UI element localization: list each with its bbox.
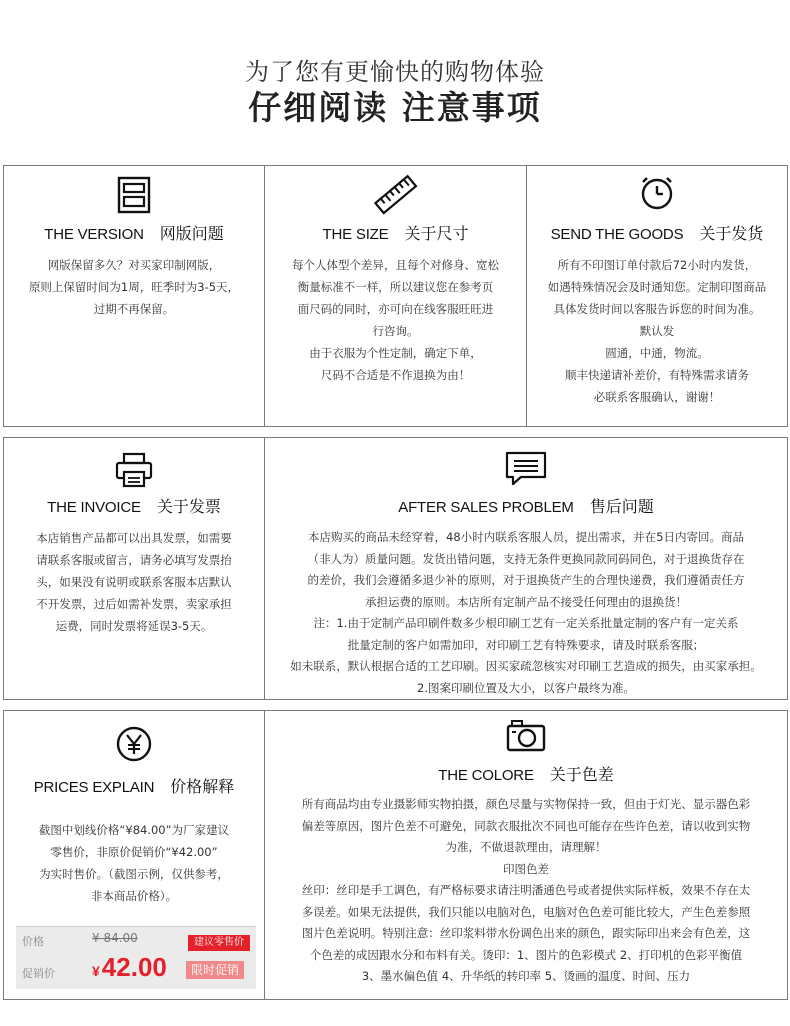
- text-line: （非人为）质量问题。发货出错问题，支持无条件更换同款同码同色，对于退换货存在: [307, 551, 745, 566]
- suggested-retail-badge: 建议零售价: [188, 935, 250, 951]
- panel-title: [527, 221, 787, 244]
- current-price-value: 42.00: [101, 952, 167, 982]
- text-line: 如遇特殊情况会及时通知您。定制印图商品: [547, 280, 767, 294]
- panel-invoice: [3, 437, 265, 700]
- clock-icon: [639, 175, 675, 211]
- text-line: 默认发: [639, 324, 675, 338]
- panel-title-en: SEND THE GOODS: [550, 226, 684, 243]
- yen-icon: [115, 725, 153, 763]
- panel-body: [265, 527, 787, 699]
- text-line: 头，如果没有说明或联系客服本店默认: [36, 575, 232, 589]
- panel-body: [265, 794, 787, 988]
- panel-title-cn: 售后问题: [589, 497, 654, 516]
- promo-price-label: 促销价: [22, 967, 55, 980]
- text-line: 原则上保留时间为1周，旺季时为3-5天，: [28, 280, 240, 294]
- text-line: 零售价，非原价促销价“¥42.00”: [50, 845, 218, 859]
- template-icon: [117, 176, 151, 214]
- panel-title-cn: 关于发票: [156, 497, 221, 516]
- text-line: 非本商品价格）。: [90, 889, 178, 903]
- panel-title: [265, 762, 787, 785]
- text-line: 个色差的成因跟水分和布料有关。烫印：1、图片的色彩模式 2、打印机的色彩平衡值: [309, 947, 743, 962]
- panel-body: [4, 254, 264, 320]
- text-line: 过期不再保留。: [93, 302, 175, 316]
- text-line: 圆通，中通，物流。: [605, 346, 709, 360]
- panel-body: [265, 254, 526, 386]
- panel-title: [265, 494, 787, 517]
- text-line: 印图色差: [503, 861, 549, 876]
- panel-title-cn: 关于色差: [549, 765, 614, 784]
- price-label: 价格: [22, 935, 44, 948]
- text-line: 截图中划线价格“¥84.00”为厂家建议: [38, 823, 230, 837]
- panel-title-cn: 价格解释: [170, 777, 235, 796]
- text-line: 每个人体型个差异，且每个对修身、宽松: [292, 258, 499, 272]
- panel-size: [264, 165, 527, 427]
- text-line: 具体发货时间以客服告诉您的时间为准。: [553, 302, 761, 316]
- text-line: 的差价，我们会遵循多退少补的原则，对于退换货产生的合理快递费，我们遵循责任方: [307, 573, 745, 587]
- text-line: 3、墨水偏色值 4、升华纸的转印率 5、烫画的温度、时间、压力: [361, 969, 691, 983]
- text-line: 网版保留多久？对买家印制网版，: [47, 258, 221, 272]
- panel-body: [4, 819, 264, 907]
- text-line: 多误差。如果无法提供，我们只能以电脑对色，电脑对色色差可能比较大，产生色差参照: [301, 904, 751, 919]
- text-line: 由于衣服为个性定制，确定下单，: [309, 346, 482, 360]
- text-line: 所有商品均由专业摄影师实物拍摄，颜色尽量与实物保持一致，但由于灯光、显示器色彩: [301, 797, 751, 811]
- text-line: 为实时售价。（截图示例，仅供参考，: [39, 867, 229, 881]
- panel-title: [4, 221, 264, 244]
- text-line: 面尺码的同时，亦可向在线客服旺旺进: [297, 302, 494, 316]
- text-line: 丝印：丝印是手工调色，有严格标要求请注明潘通色号或者提供实际样板，效果不存在太: [301, 883, 751, 897]
- panel-after-sales: [264, 437, 788, 700]
- limited-promo-badge: 限时促销: [186, 961, 244, 979]
- text-line: 不开发票，过后如需补发票，卖家承担: [36, 597, 232, 611]
- text-line: 图片色差说明。特别注意：丝印浆料带水份调色出来的颜色，跟实际印出来会有色差，这: [301, 926, 751, 940]
- header-subtitle: 为了您有更愉快的购物体验: [245, 58, 545, 86]
- text-line: 运费，同时发票将延误3-5天。: [55, 619, 213, 633]
- text-line: 为准，不做退款理由，请理解！: [445, 840, 607, 854]
- text-line: 注：1.由于定制产品印刷件数多少根印刷工艺有一定关系批量定制的客户有一定关系: [313, 616, 739, 630]
- text-line: 行咨询。: [372, 324, 419, 338]
- text-line: 请联系客服或留言，请务必填写发票抬: [36, 553, 232, 567]
- panel-title: [4, 494, 264, 517]
- panel-version: [3, 165, 265, 427]
- text-line: 衡量标准不一样，所以建议您在参考页: [297, 280, 494, 294]
- panel-title: [265, 221, 526, 244]
- panel-title-cn: 关于发货: [699, 224, 764, 243]
- panel-title-en: THE INVOICE: [47, 499, 141, 516]
- price-example-card: [16, 926, 256, 989]
- text-line: 所有不印图订单付款后72小时内发货，: [557, 258, 757, 272]
- current-price: [92, 952, 167, 983]
- original-price: ¥ 84.00: [92, 931, 138, 945]
- panel-title-cn: 关于尺寸: [404, 224, 469, 243]
- text-line: 必联系客服确认，谢谢！: [593, 390, 721, 404]
- panel-prices: [3, 710, 265, 1000]
- text-line: 本店购买的商品未经穿着，48小时内联系客服人员，提出需求，并在5日内寄回。商品: [308, 530, 744, 544]
- panel-color: [264, 710, 788, 1000]
- text-line: 本店销售产品都可以出具发票，如需要: [36, 531, 232, 545]
- panel-body: [4, 527, 264, 637]
- text-line: 如未联系，默认根据合适的工艺印刷。因买家疏忽核实对印刷工艺造成的损失，由买家承担。: [290, 659, 762, 673]
- panel-shipping: [526, 165, 788, 427]
- panel-title-en: PRICES EXPLAIN: [33, 779, 155, 796]
- text-line: 批量定制的客户如需加印，对印刷工艺有特殊要求，请及时联系客服；: [347, 637, 705, 652]
- panel-title-en: AFTER SALES PROBLEM: [398, 499, 574, 516]
- panel-title: [4, 774, 264, 797]
- text-line: 尺码不合适是不作退换为由！: [320, 368, 471, 382]
- panel-title-en: THE SIZE: [322, 226, 389, 243]
- panel-title-cn: 网版问题: [159, 224, 224, 243]
- ruler-icon: [373, 174, 419, 216]
- panel-body: [527, 254, 787, 408]
- currency-symbol: ¥: [92, 963, 100, 979]
- panel-title-en: THE VERSION: [44, 226, 144, 243]
- header-title: 仔细阅读 注意事项: [248, 88, 542, 127]
- text-line: 2.图案印刷位置及大小，以客户最终为准。: [417, 680, 635, 695]
- printer-icon: [115, 452, 153, 488]
- text-line: 顺丰快递请补差价，有特殊需求请务: [565, 368, 749, 382]
- text-line: 承担运费的原则。本店所有定制产品不接受任何理由的退换货！: [365, 594, 687, 609]
- camera-icon: [506, 719, 546, 753]
- message-icon: [505, 451, 547, 487]
- text-line: 偏差等原因，图片色差不可避免，同款衣服批次不同也可能存在些许色差，请以收到实物: [301, 818, 751, 833]
- panel-title-en: THE COLORE: [438, 767, 534, 784]
